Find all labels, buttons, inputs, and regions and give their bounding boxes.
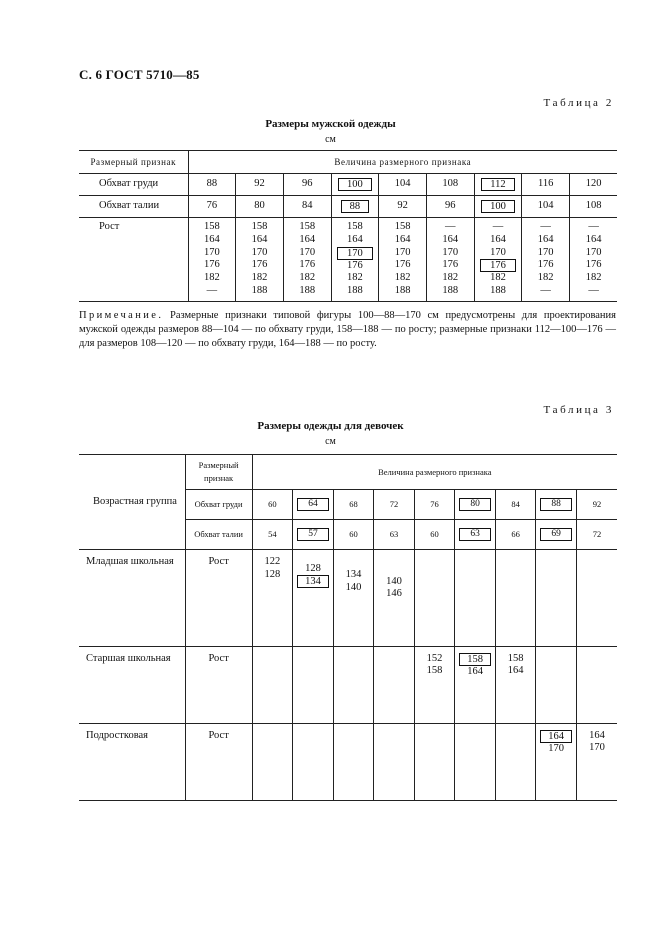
- table2-label: Таблица 2: [543, 97, 614, 109]
- height-value: 158: [394, 221, 411, 232]
- height-value: 170: [537, 246, 554, 258]
- height-value: 182: [203, 272, 220, 284]
- group-junior: Младшая школьная: [79, 550, 185, 647]
- height-value: 164: [467, 665, 483, 677]
- height-value: 128: [264, 568, 281, 580]
- height-value: 188: [394, 284, 411, 296]
- table-cell: 60: [252, 490, 293, 520]
- height-value: 176: [251, 259, 268, 271]
- height-value: 182: [585, 272, 602, 284]
- col-header-attribute: Размерный признак: [185, 455, 252, 490]
- height-value: 140: [386, 575, 402, 587]
- height-value: 122: [264, 556, 281, 567]
- group-cell: [495, 550, 536, 647]
- boxed-value: 100: [481, 200, 515, 213]
- height-value: 164: [442, 233, 459, 245]
- group-cell: [333, 646, 374, 723]
- group-cell: [374, 550, 415, 647]
- table-cell: [331, 196, 379, 218]
- group-cell: [293, 550, 334, 647]
- table-cell: 72: [374, 490, 415, 520]
- table-cell: 84: [495, 490, 536, 520]
- height-value: —: [540, 284, 551, 296]
- table3-unit: см: [325, 436, 336, 447]
- page-header: С. 6 ГОСТ 5710—85: [79, 67, 200, 82]
- boxed-value: 112: [481, 178, 514, 191]
- boxed-value: 88: [341, 200, 370, 213]
- note-prefix: Примечание.: [79, 310, 164, 321]
- height-col: [283, 218, 331, 302]
- boxed-value: 57: [297, 528, 329, 541]
- height-value: —: [540, 221, 551, 232]
- table-row: [79, 174, 617, 196]
- height-value: 170: [203, 246, 220, 258]
- height-col: [331, 218, 379, 302]
- table3-title: Размеры одежды для девочек: [257, 420, 404, 432]
- table-cell: 96: [426, 196, 474, 218]
- height-value: 182: [490, 272, 506, 284]
- table-cell: 96: [283, 174, 331, 196]
- table-cell: 104: [522, 196, 570, 218]
- table2-men-sizes: [79, 150, 617, 302]
- height-col: [474, 218, 522, 302]
- height-value: 164: [299, 233, 316, 245]
- col-header-attribute: Размерный признак: [79, 151, 188, 174]
- group-cell: [495, 723, 536, 800]
- height-value: 152: [426, 652, 443, 664]
- table-cell: 88: [188, 174, 236, 196]
- table2-note: [79, 309, 616, 351]
- height-value: 170: [251, 246, 268, 258]
- table-cell: 92: [379, 196, 427, 218]
- height-value: 164: [537, 233, 554, 245]
- table-cell: 60: [333, 520, 374, 550]
- group-cell: [536, 723, 577, 800]
- height-value: 176: [585, 259, 602, 271]
- table-row: [79, 646, 617, 723]
- boxed-height-value: 134: [297, 575, 329, 588]
- row-label-height: Рост: [79, 218, 188, 302]
- group-cell: [333, 723, 374, 800]
- height-value: 182: [299, 272, 316, 284]
- group-cell: [374, 646, 415, 723]
- group-cell: [455, 723, 496, 800]
- height-value: 146: [386, 588, 402, 599]
- table-cell: 54: [252, 520, 293, 550]
- group-cell: [455, 550, 496, 647]
- table-cell: 60: [414, 520, 455, 550]
- height-value: 164: [585, 233, 602, 245]
- table-cell: 108: [570, 196, 618, 218]
- group-cell: [576, 550, 617, 647]
- table-cell: 63: [374, 520, 415, 550]
- table2-title: Размеры мужской одежды: [265, 118, 396, 130]
- row-label-waist: Обхват талии: [79, 196, 188, 218]
- table-cell: 76: [188, 196, 236, 218]
- table-row: [79, 550, 617, 647]
- boxed-value: 63: [459, 528, 491, 541]
- height-value: 158: [203, 221, 220, 232]
- boxed-value: 69: [540, 528, 572, 541]
- table-cell: [536, 490, 577, 520]
- boxed-height-value: 176: [480, 259, 517, 272]
- height-value: 188: [251, 284, 268, 296]
- group-cell: [414, 550, 455, 647]
- col-header-group: Возрастная группа: [79, 455, 185, 550]
- height-value: 182: [251, 272, 268, 284]
- table-cell: 68: [333, 490, 374, 520]
- table-cell: 108: [426, 174, 474, 196]
- col-header-values: Величина размерного признака: [252, 455, 617, 490]
- height-value: 176: [394, 259, 411, 271]
- boxed-height-value: 158: [459, 653, 491, 666]
- height-value: 188: [442, 284, 459, 296]
- note-text: Размерные признаки типовой фигуры 100—88—170 см предусмотрены для проектирования мужской одежды размеров 88—104 — по обхвату груди, 158—188 — по росту; размерные признаки 112—100—176 — для размеров 108—120 — по обхвату груди, 164—188 — по росту.: [79, 310, 616, 349]
- table-cell: [474, 174, 522, 196]
- group-cell: [293, 723, 334, 800]
- height-value: 128: [305, 562, 321, 574]
- group-cell: [414, 723, 455, 800]
- height-value: 158: [299, 221, 316, 232]
- table-cell: [536, 520, 577, 550]
- height-value: 170: [548, 742, 564, 754]
- table3-girls-sizes: [79, 454, 617, 801]
- group-cell: [455, 646, 496, 723]
- height-value: 170: [589, 742, 605, 753]
- group-attr: Рост: [185, 550, 252, 647]
- table-row: [79, 196, 617, 218]
- boxed-height-value: 170: [337, 247, 374, 260]
- height-value: 188: [490, 285, 506, 297]
- height-value: 158: [426, 665, 443, 676]
- table-cell: 92: [576, 490, 617, 520]
- boxed-value: 100: [338, 178, 372, 191]
- row-label-chest: Обхват груди: [185, 490, 252, 520]
- height-value: 182: [394, 272, 411, 284]
- height-value: 164: [490, 233, 506, 245]
- table-cell: 116: [522, 174, 570, 196]
- table-cell: [474, 196, 522, 218]
- row-label-waist: Обхват талии: [185, 520, 252, 550]
- height-value: 176: [203, 259, 220, 271]
- height-value: 158: [347, 221, 363, 232]
- height-value: —: [492, 221, 504, 232]
- group-cell: [333, 550, 374, 647]
- table-cell: 66: [495, 520, 536, 550]
- height-value: 182: [537, 272, 554, 284]
- group-cell: [576, 723, 617, 800]
- group-cell: [252, 550, 293, 647]
- height-value: 170: [299, 246, 316, 258]
- row-label-chest: Обхват груди: [79, 174, 188, 196]
- table-cell: [455, 490, 496, 520]
- height-col: [236, 218, 284, 302]
- group-cell: [414, 646, 455, 723]
- height-value: 182: [347, 272, 363, 284]
- height-value: 158: [507, 652, 524, 664]
- table-cell: 80: [236, 196, 284, 218]
- group-teen: Подростковая: [79, 723, 185, 800]
- boxed-value: 80: [459, 498, 491, 511]
- table-cell: 76: [414, 490, 455, 520]
- table-cell: 120: [570, 174, 618, 196]
- group-attr: Рост: [185, 646, 252, 723]
- height-col: [522, 218, 570, 302]
- group-cell: [252, 646, 293, 723]
- table3-label: Таблица 3: [543, 404, 614, 416]
- col-header-values: Величина размерного признака: [188, 151, 617, 174]
- boxed-value: 64: [297, 498, 329, 511]
- height-col: [188, 218, 236, 302]
- group-senior: Старшая школьная: [79, 646, 185, 723]
- height-value: 164: [347, 233, 363, 245]
- height-col: [570, 218, 618, 302]
- height-value: —: [445, 221, 456, 232]
- table-cell: [331, 174, 379, 196]
- group-cell: [576, 646, 617, 723]
- height-value: 134: [345, 569, 362, 580]
- height-value: —: [588, 284, 599, 296]
- table-cell: 92: [236, 174, 284, 196]
- height-value: 176: [442, 259, 459, 271]
- table-cell: 72: [576, 520, 617, 550]
- height-value: 170: [442, 246, 459, 258]
- height-value: 164: [251, 233, 268, 245]
- height-value: 164: [507, 665, 524, 676]
- height-value: 170: [394, 246, 411, 258]
- table-row: [79, 218, 617, 302]
- table-cell: [455, 520, 496, 550]
- boxed-height-value: 164: [540, 730, 572, 743]
- height-value: 170: [490, 246, 506, 258]
- table2-unit: см: [325, 134, 336, 145]
- group-cell: [536, 646, 577, 723]
- table-cell: 84: [283, 196, 331, 218]
- height-col: [426, 218, 474, 302]
- group-cell: [536, 550, 577, 647]
- group-cell: [293, 646, 334, 723]
- table-cell: [293, 490, 334, 520]
- group-cell: [252, 723, 293, 800]
- height-value: 176: [537, 259, 554, 271]
- height-col: [379, 218, 427, 302]
- group-cell: [495, 646, 536, 723]
- height-value: 176: [347, 259, 363, 271]
- boxed-value: 88: [540, 498, 572, 511]
- group-attr: Рост: [185, 723, 252, 800]
- height-value: 158: [251, 221, 268, 232]
- table-row: [79, 723, 617, 800]
- height-value: —: [206, 284, 218, 296]
- height-value: 164: [203, 233, 220, 245]
- height-value: 188: [347, 285, 363, 297]
- height-value: 176: [299, 259, 316, 271]
- height-value: 188: [299, 284, 316, 296]
- height-value: 140: [345, 581, 362, 593]
- height-value: 164: [394, 233, 411, 245]
- table-cell: 104: [379, 174, 427, 196]
- height-value: 182: [442, 272, 459, 284]
- height-value: —: [588, 221, 599, 232]
- height-value: 170: [585, 246, 602, 258]
- group-cell: [374, 723, 415, 800]
- height-value: 164: [589, 729, 605, 741]
- table-cell: [293, 520, 334, 550]
